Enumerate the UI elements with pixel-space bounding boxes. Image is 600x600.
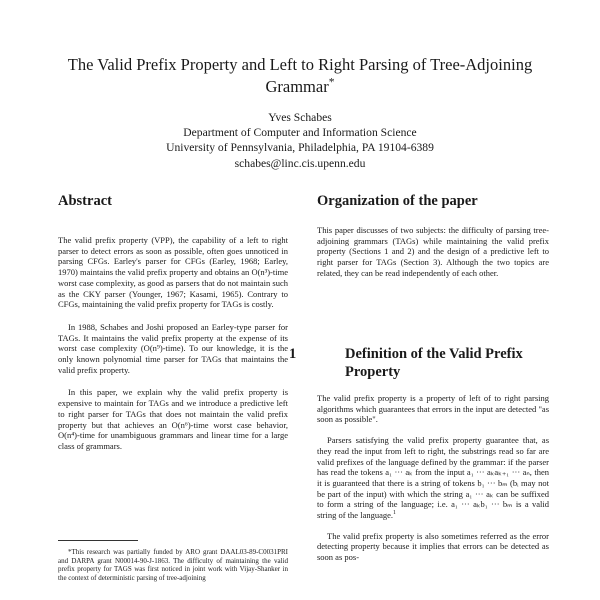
footnote-text: *This research was partially funded by ARO grant DAAL03-89-C0031PRI and DARPA grant N00014-90-J-1863. The difficulty of maintaining the valid prefix property for TAGS was first noticed in joint work with Vijay-Shanker in the context of deterministic parsing of tree-adjoining (58, 548, 288, 582)
abstract-paragraph-3: In this paper, we explain why the valid prefix property is expensive to maintain for TAGs and we introduce a predictive left to right parser for TAGs that does not maintain the valid prefix property but that achieves an O(n⁶)-time worst case behavior, O(n⁴)-time for unambiguous grammars and linear time for a large class of grammars. (58, 387, 288, 451)
section1-paragraph-1: The valid prefix property is a property of left of to right parsing algorithms which guarantees that errors in the input are detected "as soon as possible". (317, 393, 549, 425)
abstract-paragraph-1: The valid prefix property (VPP), the capability of a left to right parser to detect errors as soon as possible, often goes unnoticed in parsing CFGs. Earley's parser for CFGs (Earley, 1968; Earley, 1970) maintains the valid prefix property and obtains an O(n³)-time worst case complexity, as good as parsers that do not maintain such as the CKY parser (Younger, 1967; Kasami, 1965). Contrary to CFGs, maintaining the valid prefix property for TAGs is costly. (58, 235, 288, 310)
organization-body (317, 225, 549, 279)
section1-paragraph-2-text: Parsers satisfying the valid prefix property guarantee that, as they read the input from left to right, the substrings read so far are valid prefixes of the language defined by the grammar: if the parser has read the tokens a₁ ··· aₖ from the input a₁ ··· aₖaₖ₊₁ ··· aₙ, then it is guaranteed that there is a string of tokens b₁ ··· bₘ (bᵢ may not be part of the input) with which the string a₁ ··· aₖ can be suffixed to form a string of the language; i.e. a₁ ··· aₖb₁ ··· bₘ is a valid string of the language. (317, 435, 549, 521)
organization-heading: Organization of the paper (317, 193, 478, 209)
organization-paragraph: This paper discusses of two subjects: the difficulty of parsing tree-adjoining grammars (TAGs) while maintaining the valid prefix property (Sections 1 and 2) and the design of a predictive left to right parser for TAGs (Section 3). Although the two topics are related, they can be read independently of each other. (317, 225, 549, 278)
paper-title-text: The Valid Prefix Property and Left to Right Parsing of Tree-Adjoining Grammar (67, 55, 533, 96)
abstract-body (58, 235, 288, 452)
section1-footnote-mark: 1 (393, 510, 396, 517)
author-block (100, 110, 500, 171)
section1-heading (289, 345, 577, 381)
abstract-paragraph-2: In 1988, Schabes and Joshi proposed an Earley-type parser for TAGs. It maintains the valid prefix property at the expense of its worst case complexity (O(n⁹)-time). To our knowledge, it is the only known polynomial time parser for TAGs that maintains the valid prefix property. (58, 321, 288, 375)
section1-paragraph-2 (317, 435, 549, 521)
section1-title: Definition of the Valid Prefix Property (345, 346, 523, 380)
author-email: schabes@linc.cis.upenn.edu (234, 156, 366, 170)
author-university: University of Pennsylvania, Philadelphia, PA 19104-6389 (166, 141, 434, 155)
title-footnote-mark: * (328, 76, 335, 89)
paper-title (40, 54, 560, 98)
author-name: Yves Schabes (268, 111, 332, 124)
section1-paragraph-3: The valid prefix property is also sometimes referred as the error detecting property because it implies that errors can be detected as soon as pos- (317, 530, 549, 563)
footnote-rule (58, 540, 138, 541)
footnote-block (58, 548, 288, 582)
section1-body (317, 393, 549, 563)
author-department: Department of Computer and Information Science (183, 126, 417, 140)
section1-number: 1 (289, 346, 297, 362)
abstract-heading: Abstract (58, 193, 112, 209)
